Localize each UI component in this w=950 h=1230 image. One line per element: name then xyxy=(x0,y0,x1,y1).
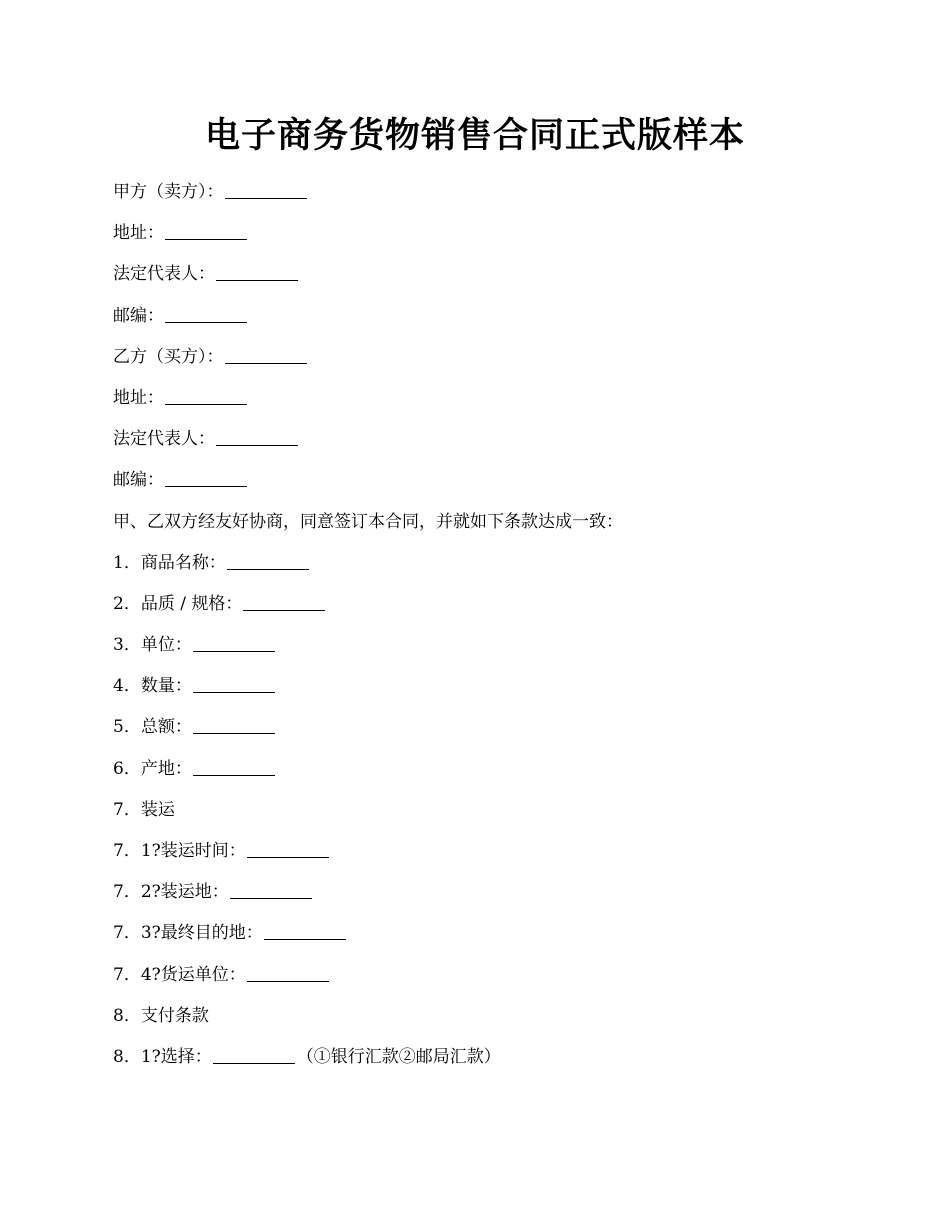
item-7-label: 7．装运 xyxy=(113,799,175,820)
item-8-line xyxy=(113,1002,853,1043)
item-7-1-label: 7．1?装运时间： xyxy=(113,841,246,861)
item-7-3-label: 7．3?最终目的地： xyxy=(113,923,263,944)
seller-postcode-blank xyxy=(165,304,247,323)
buyer-line xyxy=(113,343,853,384)
item-2-label: 2．品质 / 规格： xyxy=(113,593,243,614)
buyer-label: 乙方（买方）： xyxy=(113,346,224,367)
buyer-postcode-line xyxy=(113,466,853,507)
item-6-label: 6．产地： xyxy=(113,758,192,779)
item-7-3-blank xyxy=(264,921,346,940)
item-4-blank xyxy=(193,674,275,693)
buyer-postcode-label: 邮编： xyxy=(113,470,164,491)
document-title: 电子商务货物销售合同正式版样本 xyxy=(204,116,745,156)
item-8-label: 8．支付条款 xyxy=(113,1005,209,1026)
seller-rep-label: 法定代表人： xyxy=(113,264,215,285)
seller-address-label: 地址： xyxy=(113,223,164,244)
item-3-line xyxy=(113,631,853,672)
item-1-line xyxy=(113,549,853,590)
item-6-blank xyxy=(193,757,275,776)
buyer-address-blank xyxy=(165,386,247,405)
item-2-blank xyxy=(243,592,325,611)
item-7-2-line xyxy=(113,878,853,919)
seller-line xyxy=(113,178,853,219)
seller-postcode-line xyxy=(113,302,853,343)
item-7-3-line xyxy=(113,919,853,960)
seller-address-line xyxy=(113,219,853,260)
item-7-4-line xyxy=(113,961,853,1002)
buyer-address-label: 地址： xyxy=(113,387,164,408)
buyer-blank xyxy=(225,345,307,364)
item-7-1-line xyxy=(113,837,853,878)
item-3-blank xyxy=(193,633,275,652)
buyer-rep-label: 法定代表人： xyxy=(113,429,215,450)
item-1-label: 1．商品名称： xyxy=(113,552,226,573)
item-5-line xyxy=(113,713,853,754)
item-4-label: 4．数量： xyxy=(113,676,192,697)
seller-rep-blank xyxy=(216,262,298,281)
intro-line xyxy=(113,508,853,549)
item-7-line xyxy=(113,796,853,837)
seller-address-blank xyxy=(165,221,247,240)
item-5-label: 5．总额： xyxy=(113,717,192,738)
item-5-blank xyxy=(193,715,275,734)
item-8-1-line xyxy=(113,1043,853,1084)
intro-text: 甲、乙双方经友好协商，同意签订本合同，并就如下条款达成一致： xyxy=(113,511,623,532)
document-body xyxy=(113,178,853,1084)
item-1-blank xyxy=(227,551,309,570)
item-7-1-blank xyxy=(247,839,329,858)
seller-blank xyxy=(225,180,307,199)
item-6-line xyxy=(113,755,853,796)
buyer-address-line xyxy=(113,384,853,425)
seller-rep-line xyxy=(113,260,853,301)
item-8-1-options: （①银行汇款②邮局汇款） xyxy=(296,1046,501,1067)
item-2-line xyxy=(113,590,853,631)
seller-postcode-label: 邮编： xyxy=(113,305,164,326)
seller-label: 甲方（卖方）： xyxy=(113,182,224,202)
item-8-1-blank xyxy=(213,1045,295,1064)
item-7-4-blank xyxy=(247,963,329,982)
item-3-label: 3．单位： xyxy=(113,635,192,656)
buyer-rep-blank xyxy=(216,427,298,446)
buyer-rep-line xyxy=(113,425,853,466)
item-4-line xyxy=(113,672,853,713)
item-7-2-blank xyxy=(230,880,312,899)
buyer-postcode-blank xyxy=(165,468,247,487)
item-7-4-label: 7．4?货运单位： xyxy=(113,964,246,985)
item-7-2-label: 7．2?装运地： xyxy=(113,882,229,903)
item-8-1-label: 8．1?选择： xyxy=(113,1046,212,1067)
